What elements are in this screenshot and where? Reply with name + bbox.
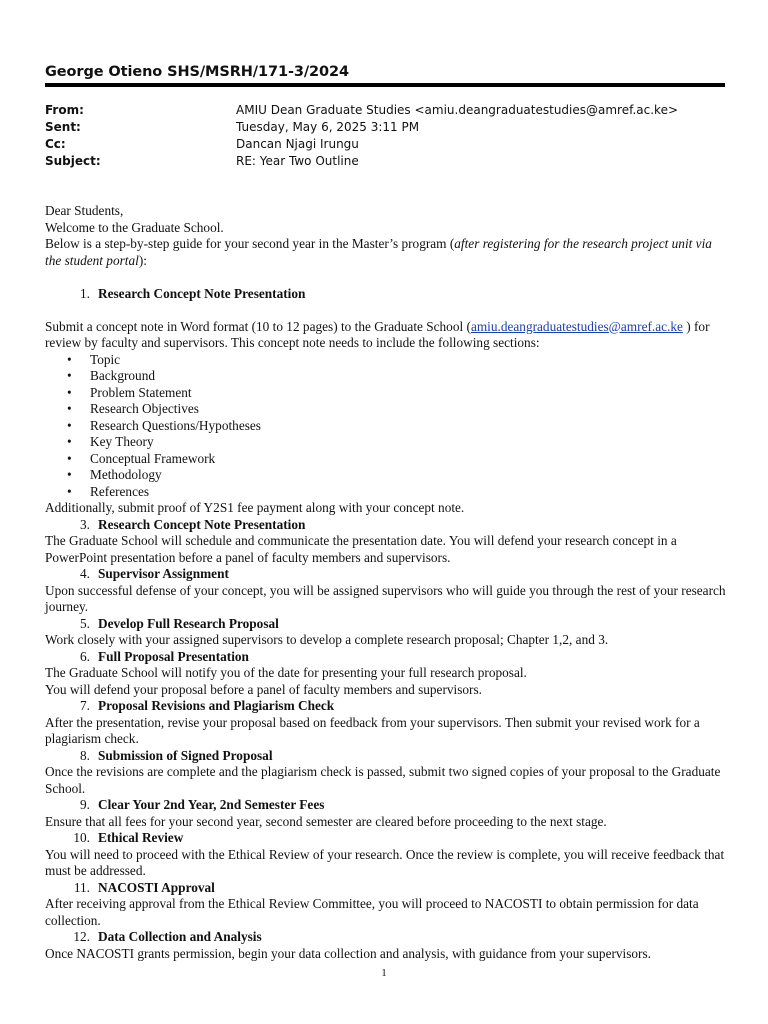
step-description: Work closely with your assigned supervisors to develop a complete research proposal; Chapter 1,2, and 3. xyxy=(45,632,609,647)
step-heading xyxy=(45,616,730,633)
sent-label: Sent: xyxy=(45,120,81,134)
step-number: 5. xyxy=(80,615,90,631)
concept-note-sections-list xyxy=(45,352,730,501)
step-title: Proposal Revisions and Plagiarism Check xyxy=(98,698,335,713)
subject-value: RE: Year Two Outline xyxy=(236,154,359,168)
greeting: Dear Students, xyxy=(45,203,124,218)
step-title: Develop Full Research Proposal xyxy=(98,615,279,631)
section-list-item xyxy=(45,368,730,385)
step-heading xyxy=(45,649,730,666)
step-title: Data Collection and Analysis xyxy=(98,929,262,944)
step-description: After the presentation, revise your proposal based on feedback from your supervisors. Then submit your revised work for a plagiarism check. xyxy=(45,714,700,746)
step-title: Research Concept Note Presentation xyxy=(98,516,306,532)
step-heading xyxy=(45,517,730,534)
section-name: Key Theory xyxy=(90,434,154,449)
step-heading xyxy=(45,797,730,814)
section-list-item xyxy=(45,451,730,468)
step-number: 4. xyxy=(80,566,90,581)
section-list-item xyxy=(45,467,730,484)
step-description: After receiving approval from the Ethical Review Committee, you will proceed to NACOSTI to obtain permission for data collection. xyxy=(45,896,699,928)
sent-row xyxy=(45,119,678,136)
step-number: 12. xyxy=(73,929,90,944)
section-list-item xyxy=(45,352,730,369)
email-header xyxy=(45,102,678,170)
step-number: 9. xyxy=(80,797,90,812)
intro-paragraph xyxy=(45,236,730,269)
section-list-item xyxy=(45,434,730,451)
bullet-icon: • xyxy=(67,368,72,383)
step-heading xyxy=(45,830,730,847)
step-title: Full Proposal Presentation xyxy=(98,648,249,664)
document-title: George Otieno SHS/MSRH/171-3/2024 xyxy=(45,64,350,80)
cc-label: Cc: xyxy=(45,137,66,151)
section-name: Research Objectives xyxy=(90,401,199,416)
section-name: Problem Statement xyxy=(90,384,192,400)
from-row xyxy=(45,102,678,119)
step-heading xyxy=(45,929,730,946)
step-title: Supervisor Assignment xyxy=(98,566,229,581)
step-number: 6. xyxy=(80,648,90,664)
subject-row xyxy=(45,153,678,170)
section-list-item xyxy=(45,484,730,501)
step-heading xyxy=(45,880,730,897)
from-value: AMIU Dean Graduate Studies <amiu.deangraduatestudies@amref.ac.ke> xyxy=(236,103,679,117)
bullet-icon: • xyxy=(67,401,72,416)
title-divider xyxy=(45,83,725,87)
cc-value: Dancan Njagi Irungu xyxy=(236,137,359,151)
step-description: You will defend your proposal before a panel of faculty members and supervisors. xyxy=(45,681,482,697)
from-label: From: xyxy=(45,103,84,117)
intro-italic: after registering for the research project unit via the student portal xyxy=(45,236,712,268)
step-1-text-prefix: Submit a concept note in Word format (10 to 12 pages) to the Graduate School ( xyxy=(45,318,471,334)
section-name: Background xyxy=(90,368,155,383)
section-name: References xyxy=(90,483,150,499)
step-description: The Graduate School will schedule and communicate the presentation date. You will defend your research concept in a PowerPoint presentation before a panel of faculty members and supervisors. xyxy=(45,533,677,565)
step-description: You will need to proceed with the Ethical Review of your research. Once the review is complete, you will receive feedback that must be addressed. xyxy=(45,846,725,878)
step-number: 1. xyxy=(80,285,90,301)
intro-suffix: ): xyxy=(138,252,147,268)
step-title: NACOSTI Approval xyxy=(98,879,215,895)
step-description: The Graduate School will notify you of the date for presenting your full research proposal. xyxy=(45,665,527,680)
subject-label: Subject: xyxy=(45,154,101,168)
step-1-heading xyxy=(45,286,730,303)
sent-value: Tuesday, May 6, 2025 3:11 PM xyxy=(236,120,420,134)
step-number: 3. xyxy=(80,516,90,532)
step-title: Clear Your 2nd Year, 2nd Semester Fees xyxy=(98,797,325,812)
section-name: Topic xyxy=(90,351,121,367)
bullet-icon: • xyxy=(67,450,72,466)
step-heading xyxy=(45,566,730,583)
step-number: 10. xyxy=(73,830,90,845)
welcome-line: Welcome to the Graduate School. xyxy=(45,219,224,235)
intro-prefix: Below is a step-by-step guide for your second year in the Master’s program ( xyxy=(45,236,455,251)
graduate-school-email-link[interactable]: amiu.deangraduatestudies@amref.ac.ke xyxy=(470,318,683,334)
step-1-description xyxy=(45,319,730,352)
cc-row xyxy=(45,136,678,153)
bullet-icon: • xyxy=(67,384,72,400)
section-name: Methodology xyxy=(90,467,162,482)
section-name: Research Questions/Hypotheses xyxy=(90,417,261,433)
section-list-item xyxy=(45,418,730,435)
bullet-icon: • xyxy=(67,417,72,433)
step-number: 11. xyxy=(73,879,90,895)
section-name: Conceptual Framework xyxy=(90,450,216,466)
step-number: 8. xyxy=(80,747,90,763)
step-description: Once NACOSTI grants permission, begin your data collection and analysis, with guidance from your supervisors. xyxy=(45,945,651,961)
bullet-icon: • xyxy=(67,467,72,482)
section-list-item xyxy=(45,385,730,402)
step-title: Research Concept Note Presentation xyxy=(98,285,306,301)
step-heading xyxy=(45,748,730,765)
step-title: Submission of Signed Proposal xyxy=(98,747,273,763)
bullet-icon: • xyxy=(67,483,72,499)
email-body xyxy=(45,203,730,962)
step-title: Ethical Review xyxy=(98,830,184,845)
step-number: 7. xyxy=(80,698,90,713)
bullet-icon: • xyxy=(67,351,72,367)
steps-list xyxy=(45,517,730,963)
section-list-item xyxy=(45,401,730,418)
bullet-icon: • xyxy=(67,434,72,449)
step-heading xyxy=(45,698,730,715)
step-description: Upon successful defense of your concept, you will be assigned supervisors who will guide you through the rest of your research journey. xyxy=(45,582,726,614)
fee-note: Additionally, submit proof of Y2S1 fee payment along with your concept note. xyxy=(45,500,465,515)
step-1-text-suffix: ) for review by faculty and supervisors. This concept note needs to include the following sections: xyxy=(45,318,710,350)
page-number: 1 xyxy=(381,967,387,979)
step-description: Once the revisions are complete and the plagiarism check is passed, submit two signed copies of your proposal to the Graduate School. xyxy=(45,764,721,796)
step-description: Ensure that all fees for your second year, second semester are cleared before proceeding to the next stage. xyxy=(45,813,607,829)
